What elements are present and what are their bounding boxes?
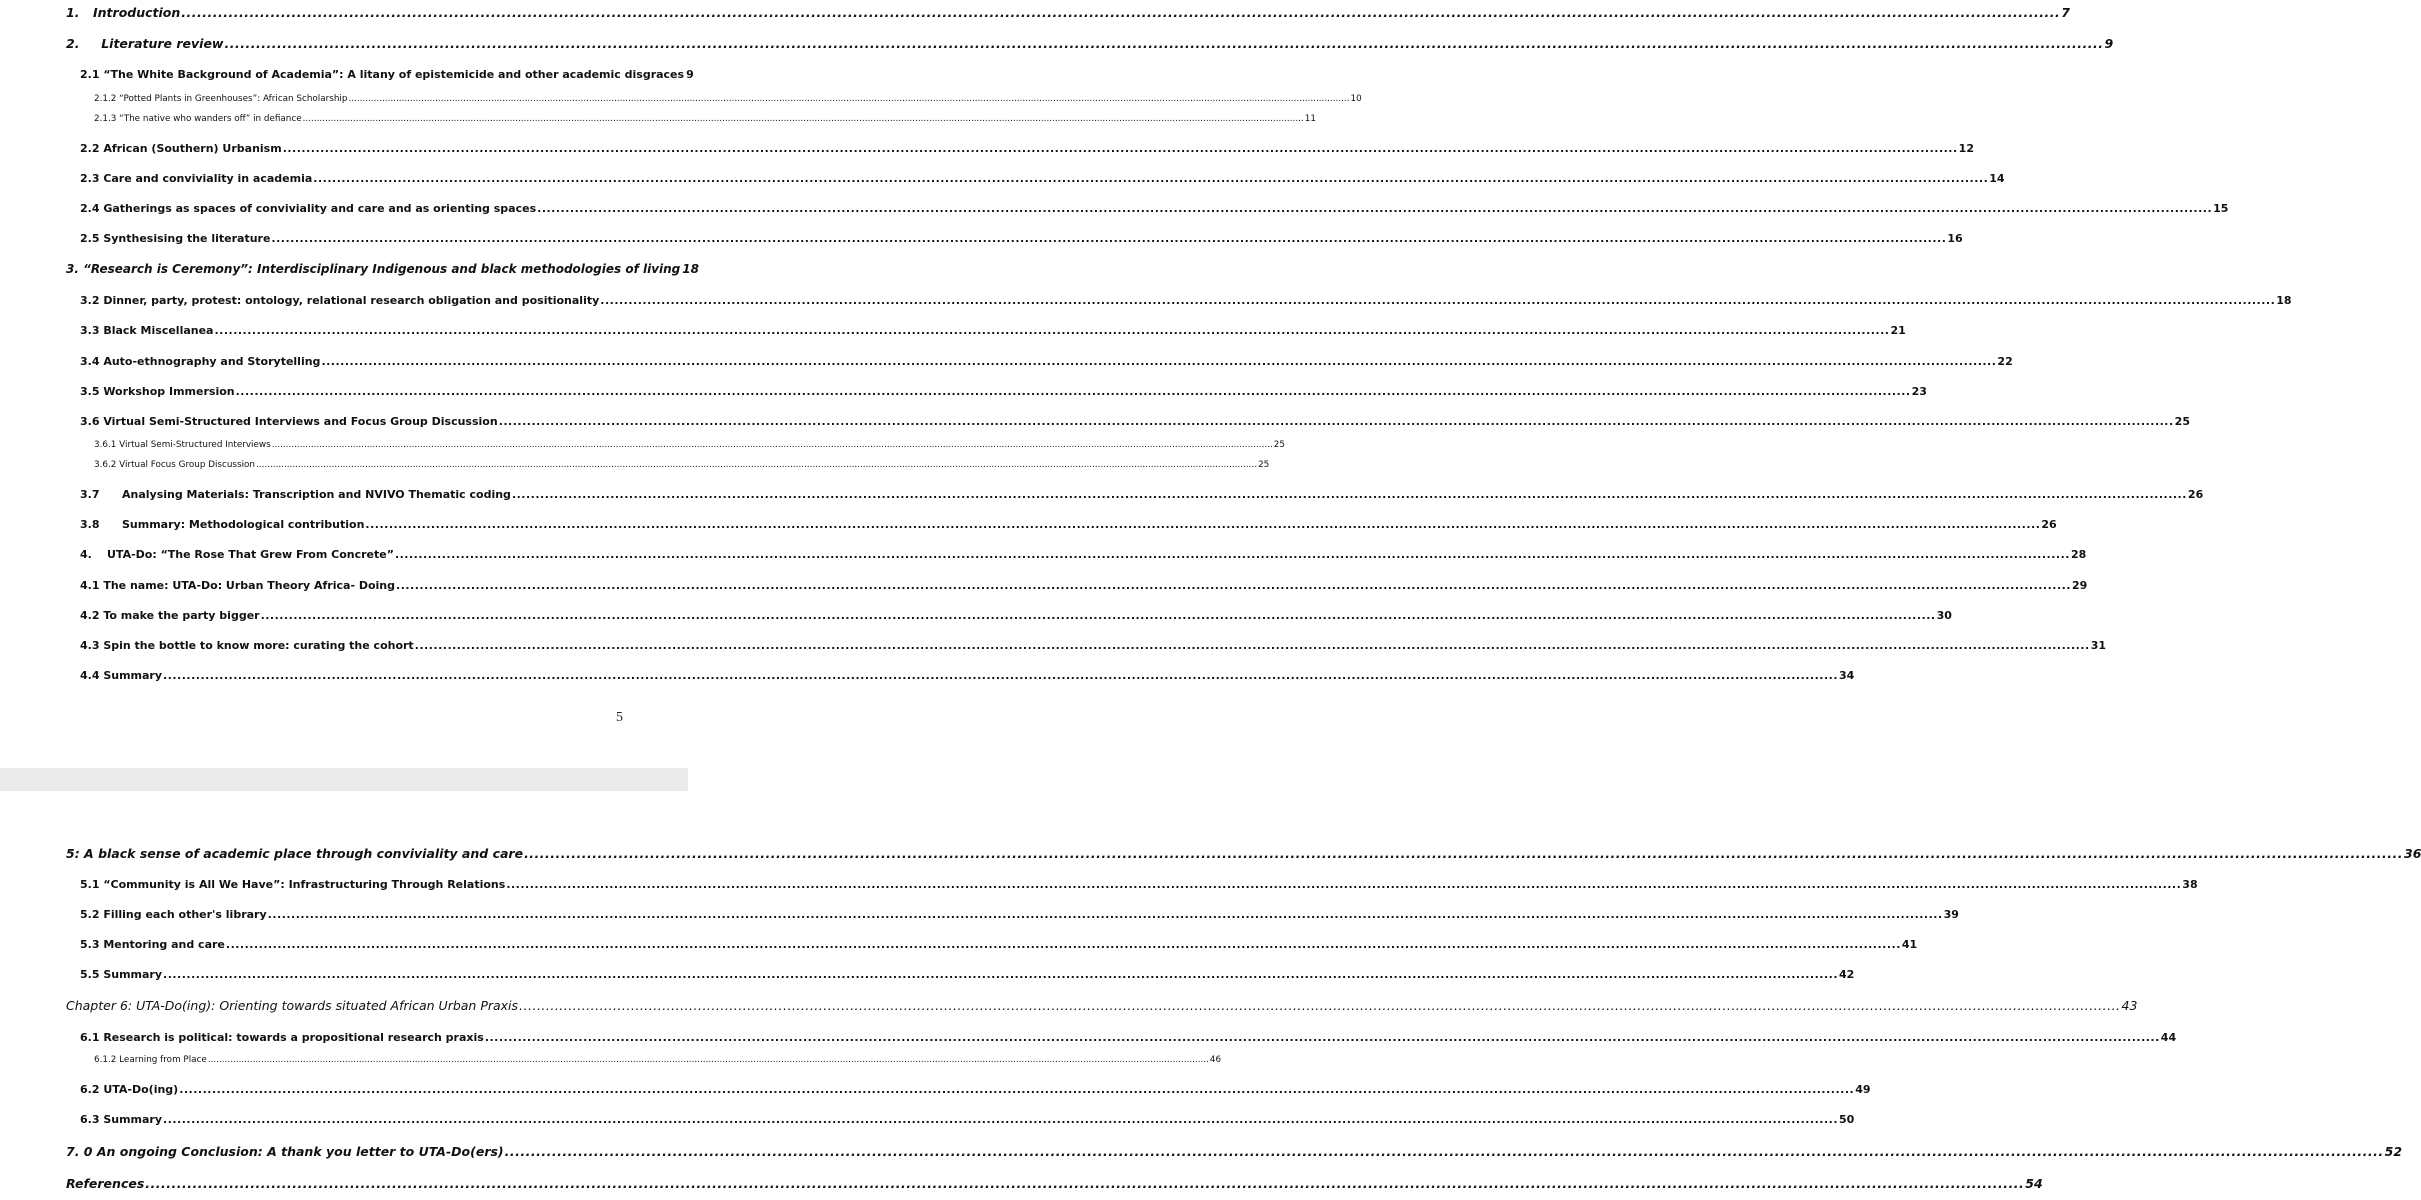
toc-page-number: 18 (2276, 294, 2292, 307)
toc-entry-literature-review[interactable] (66, 36, 2114, 51)
toc-entry-title: 3.3 Black Miscellanea (80, 324, 214, 337)
toc-entry-3-4[interactable] (80, 355, 2013, 368)
toc-entry-chapter-7[interactable] (66, 1144, 2403, 1159)
toc-entry-title: 3.6.2 Virtual Focus Group Discussion (94, 460, 255, 470)
toc-entry-title: Chapter 6: UTA-Do(ing): Orienting towards situated African Urban Praxis (66, 998, 519, 1013)
toc-page-number: 54 (2025, 1176, 2043, 1191)
toc-page-number: 12 (1958, 142, 1974, 155)
toc-page-2 (0, 791, 2421, 1200)
page-number: 5 (616, 710, 623, 725)
toc-page-number: 36 (2404, 846, 2421, 861)
dot-leader (524, 846, 2403, 861)
dot-leader (272, 440, 1273, 450)
toc-entry-title: 5: A black sense of academic place through conviviality and care (66, 846, 524, 861)
toc-entry-2-1-3[interactable] (94, 114, 1316, 124)
toc-entry-title: 3.2 Dinner, party, protest: ontology, relational research obligation and positionality (80, 294, 600, 307)
toc-page-number: 42 (1839, 968, 1855, 981)
toc-entry-label (80, 518, 364, 531)
dot-leader (226, 938, 1901, 951)
dot-leader (303, 114, 1304, 124)
toc-entry-label (80, 548, 394, 561)
toc-entry-title: 5.1 “Community is All We Have”: Infrastructuring Through Relations (80, 878, 506, 891)
dot-leader (485, 1031, 2160, 1044)
toc-page-number: 21 (1890, 324, 1906, 337)
toc-entry-title: Analysing Materials: Transcription and NVIVO Thematic coding (122, 488, 511, 501)
toc-entry-6-3[interactable] (80, 1113, 1855, 1126)
toc-page-number: 22 (1997, 355, 2013, 368)
toc-page-number: 18 (682, 262, 699, 276)
dot-leader (519, 998, 2120, 1013)
toc-page-number: 9 (2104, 36, 2114, 51)
toc-entry-title: 2.5 Synthesising the literature (80, 232, 271, 245)
dot-leader (224, 36, 2103, 51)
toc-entry-3-2[interactable] (80, 294, 2292, 307)
toc-entry-2-2[interactable] (80, 142, 1974, 155)
toc-entry-4-3[interactable] (80, 639, 2106, 652)
toc-page-number: 29 (2072, 579, 2088, 592)
toc-entry-title: 6.1 Research is political: towards a propositional research praxis (80, 1031, 484, 1044)
toc-entry-6-1[interactable] (80, 1031, 2177, 1044)
toc-entry-title: 2.4 Gatherings as spaces of conviviality and care and as orienting spaces (80, 202, 537, 215)
toc-entry-2-3[interactable] (80, 172, 2005, 185)
dot-leader (163, 1113, 1838, 1126)
dot-leader (236, 385, 1911, 398)
dot-leader (415, 639, 2090, 652)
toc-page-number: 7 (2061, 5, 2070, 20)
toc-entry-title: 3.6.1 Virtual Semi-Structured Interviews (94, 440, 271, 450)
dot-leader (506, 878, 2181, 891)
toc-entry-title: 6.2 UTA-Do(ing) (80, 1083, 179, 1096)
toc-entry-title: 5.3 Mentoring and care (80, 938, 225, 951)
dot-leader (512, 488, 2187, 501)
toc-page-number: 30 (1936, 609, 1952, 622)
dot-leader (181, 5, 2060, 20)
dot-leader (283, 142, 1958, 155)
toc-entry-title: Introduction (93, 5, 181, 20)
toc-entry-title: 2.3 Care and conviviality in academia (80, 172, 313, 185)
toc-page-number: 49 (1855, 1083, 1871, 1096)
toc-entry-3-6-2[interactable] (94, 460, 1270, 470)
toc-entry-title: 3. “Research is Ceremony”: Interdisciplinary Indigenous and black methodologies of living (66, 262, 681, 276)
toc-entry-title: 5.2 Filling each other's library (80, 908, 267, 921)
toc-entry-references[interactable] (66, 1176, 2043, 1191)
dot-leader (537, 202, 2212, 215)
dot-leader (600, 294, 2275, 307)
toc-page-number: 26 (2041, 518, 2057, 531)
toc-entry-2-1[interactable] (80, 68, 694, 81)
toc-entry-title: 3.4 Auto-ethnography and Storytelling (80, 355, 321, 368)
dot-leader (313, 172, 1988, 185)
toc-entry-title: 2.1 “The White Background of Academia”: A litany of epistemicide and other academic disgraces (80, 68, 685, 81)
toc-page-number: 25 (2174, 415, 2190, 428)
toc-page-number: 10 (1350, 94, 1362, 104)
dot-leader (179, 1083, 1854, 1096)
toc-entry-5-5[interactable] (80, 968, 1855, 981)
toc-page-number: 9 (686, 68, 694, 81)
toc-entry-title: References (66, 1176, 145, 1191)
toc-page-number: 11 (1304, 114, 1316, 124)
dot-leader (348, 94, 1349, 104)
toc-entry-research-is-ceremony[interactable] (66, 262, 699, 276)
toc-page-number: 31 (2090, 639, 2106, 652)
toc-entry-number: 1. (66, 5, 80, 20)
toc-page-number: 41 (1901, 938, 1918, 951)
toc-entry-4-4[interactable] (80, 669, 1855, 682)
toc-entry-title: 4.1 The name: UTA-Do: Urban Theory Africa- Doing (80, 579, 396, 592)
toc-entry-title: 3.5 Workshop Immersion (80, 385, 235, 398)
dot-leader (214, 324, 1889, 337)
toc-entry-title: 2.1.2 “Potted Plants in Greenhouses”: African Scholarship (94, 94, 348, 104)
page-separator (0, 768, 688, 791)
toc-entry-title: 2.2 African (Southern) Urbanism (80, 142, 282, 155)
toc-page-number: 43 (2121, 998, 2138, 1013)
toc-page-number: 46 (1209, 1055, 1222, 1065)
toc-entry-title: 5.5 Summary (80, 968, 163, 981)
toc-entry-chapter-6[interactable] (66, 998, 2138, 1013)
toc-entry-number: 3.8 (80, 518, 100, 531)
toc-entry-6-1-2[interactable] (94, 1055, 1222, 1065)
toc-entry-title: 2. Literature review (66, 36, 224, 51)
toc-page-number: 52 (2384, 1144, 2403, 1159)
toc-page-number: 16 (1947, 232, 1963, 245)
toc-entry-2-1-2[interactable] (94, 94, 1362, 104)
dot-leader (145, 1176, 2024, 1191)
toc-entry-5-3[interactable] (80, 938, 1918, 951)
toc-entry-title: 4.3 Spin the bottle to know more: curating the cohort (80, 639, 414, 652)
dot-leader (395, 548, 2070, 561)
toc-page-number: 50 (1839, 1113, 1855, 1126)
dot-leader (321, 355, 1996, 368)
dot-leader (256, 460, 1257, 470)
dot-leader (499, 415, 2174, 428)
toc-entry-label (66, 5, 180, 20)
dot-leader (271, 232, 1946, 245)
toc-page-number: 39 (1943, 908, 1959, 921)
toc-page-number: 26 (2187, 488, 2204, 501)
toc-page-number: 25 (1258, 460, 1270, 470)
toc-entry-title: UTA-Do: “The Rose That Grew From Concrete” (107, 548, 394, 561)
toc-entry-title: 3.6 Virtual Semi-Structured Interviews and Focus Group Discussion (80, 415, 498, 428)
toc-entry-6-2[interactable] (80, 1083, 1871, 1096)
toc-entry-3-6-1[interactable] (94, 440, 1285, 450)
toc-entry-5-2[interactable] (80, 908, 1959, 921)
toc-page-number: 44 (2160, 1031, 2177, 1044)
dot-leader (163, 968, 1838, 981)
toc-entry-4[interactable] (80, 548, 2087, 561)
dot-leader (261, 609, 1936, 622)
toc-entry-chapter-5[interactable] (66, 846, 2421, 861)
toc-entry-title: 4.2 To make the party bigger (80, 609, 260, 622)
toc-entry-2-4[interactable] (80, 202, 2229, 215)
toc-entry-3-8[interactable] (80, 518, 2057, 531)
toc-entry-2-5[interactable] (80, 232, 1963, 245)
toc-entry-3-3[interactable] (80, 324, 1906, 337)
dot-leader (365, 518, 2040, 531)
toc-entry-number: 4. (80, 548, 92, 561)
toc-entry-4-1[interactable] (80, 579, 2088, 592)
toc-entry-title: 6.3 Summary (80, 1113, 163, 1126)
toc-page-number: 28 (2070, 548, 2087, 561)
dot-leader (163, 669, 1838, 682)
toc-page-number: 14 (1989, 172, 2005, 185)
dot-leader (505, 1144, 2384, 1159)
toc-entry-4-2[interactable] (80, 609, 1952, 622)
toc-entry-introduction[interactable] (66, 5, 2070, 20)
toc-entry-title: Summary: Methodological contribution (122, 518, 365, 531)
toc-entry-title: 7. 0 An ongoing Conclusion: A thank you letter to UTA-Do(ers) (66, 1144, 504, 1159)
toc-entry-3-5[interactable] (80, 385, 1927, 398)
toc-page-number: 15 (2213, 202, 2229, 215)
toc-page-number: 23 (1911, 385, 1927, 398)
toc-page-number: 34 (1839, 669, 1855, 682)
toc-page-number: 38 (2182, 878, 2198, 891)
toc-entry-title: 2.1.3 “The native who wanders off” in defiance (94, 114, 302, 124)
toc-entry-3-7[interactable] (80, 488, 2204, 501)
toc-entry-number: 3.7 (80, 488, 100, 501)
toc-page-number: 25 (1273, 440, 1285, 450)
toc-entry-title: 4.4 Summary (80, 669, 163, 682)
dot-leader (268, 908, 1943, 921)
toc-entry-3-6[interactable] (80, 415, 2190, 428)
toc-entry-label (80, 488, 511, 501)
dot-leader (208, 1055, 1209, 1065)
toc-entry-title: 6.1.2 Learning from Place (94, 1055, 207, 1065)
dot-leader (396, 579, 2071, 592)
toc-entry-5-1[interactable] (80, 878, 2198, 891)
